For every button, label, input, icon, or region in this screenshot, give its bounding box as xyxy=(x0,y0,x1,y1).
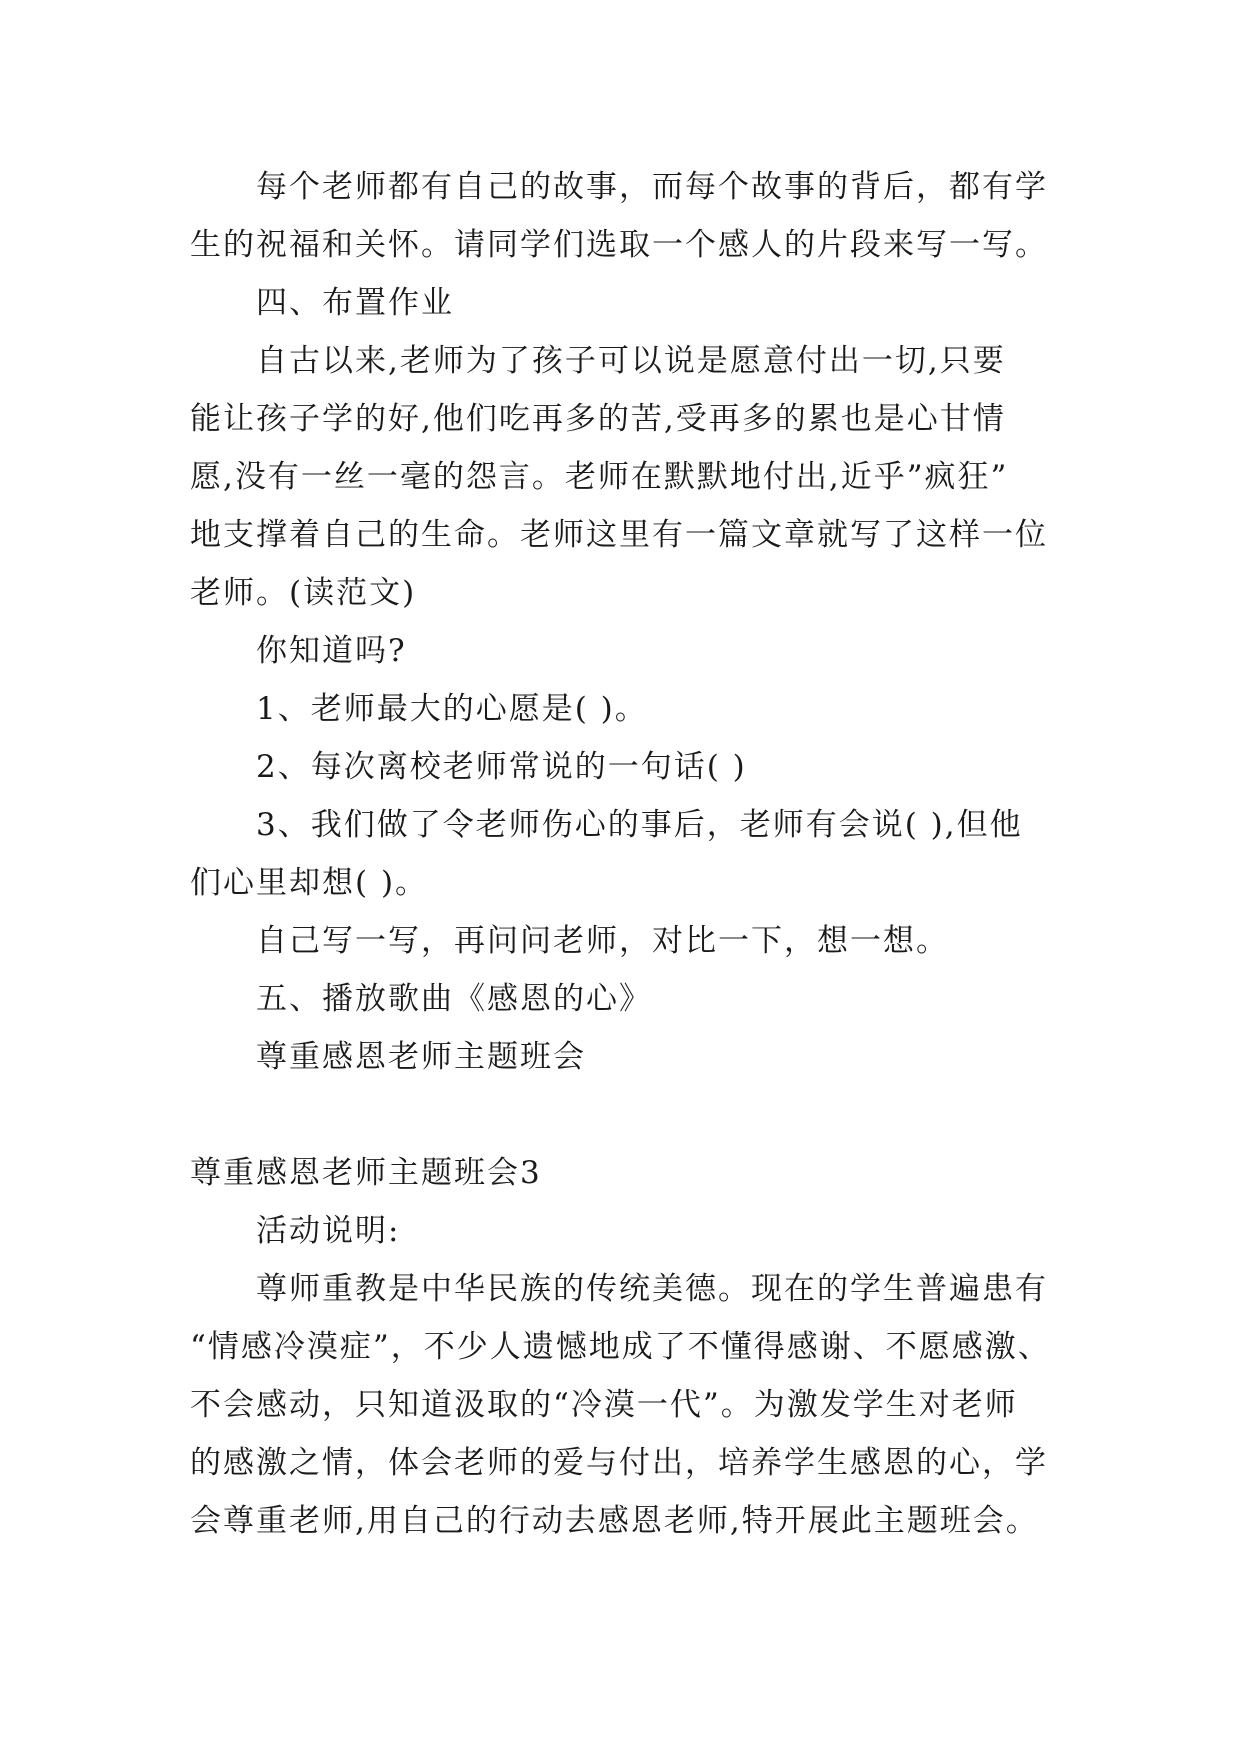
section-heading: 四、布置作业 xyxy=(256,285,454,321)
question-item-continued: 们心里却想( )。 xyxy=(190,865,429,901)
paragraph-line: 会尊重老师,用自己的行动去感恩老师,特开展此主题班会。 xyxy=(190,1503,1039,1539)
paragraph-line: 自古以来,老师为了孩子可以说是愿意付出一切,只要 xyxy=(256,343,1006,379)
question-item: 1、老师最大的心愿是( )。 xyxy=(256,691,648,727)
question-item: 2、每次离校老师常说的一句话( ) xyxy=(256,749,747,785)
paragraph-line: 尊师重教是中华民族的传统美德。现在的学生普遍患有 xyxy=(256,1271,1048,1307)
paragraph-line: “情感冷漠症”，不少人遗憾地成了不懂得感谢、不愿感激、 xyxy=(190,1329,1051,1365)
paragraph-line: 愿,没有一丝一毫的怨言。老师在默默地付出,近乎”疯狂” xyxy=(190,459,1009,495)
section-heading: 五、播放歌曲《感恩的心》 xyxy=(256,981,652,1017)
paragraph-line: 自己写一写，再问问老师，对比一下，想一想。 xyxy=(256,923,949,959)
document-body xyxy=(190,158,1050,1550)
paragraph-line: 老师。(读范文) xyxy=(190,575,417,611)
activity-label: 活动说明: xyxy=(256,1213,401,1249)
paragraph-line: 地支撑着自己的生命。老师这里有一篇文章就写了这样一位 xyxy=(190,517,1048,553)
blank-line xyxy=(190,1086,1050,1144)
question-intro: 你知道吗? xyxy=(256,633,407,669)
paragraph-line: 生的祝福和关怀。请同学们选取一个感人的片段来写一写。 xyxy=(190,227,1048,263)
paragraph-line: 能让孩子学的好,他们吃再多的苦,受再多的累也是心甘情 xyxy=(190,401,1006,437)
paragraph-line: 不会感动，只知道汲取的“冷漠一代”。为激发学生对老师 xyxy=(190,1387,1018,1423)
document-title: 尊重感恩老师主题班会3 xyxy=(190,1155,542,1191)
closing-title: 尊重感恩老师主题班会 xyxy=(256,1039,586,1075)
question-item: 3、我们做了令老师伤心的事后，老师有会说( ),但他 xyxy=(256,807,1023,843)
paragraph-line: 的感激之情，体会老师的爱与付出，培养学生感恩的心，学 xyxy=(190,1445,1048,1481)
paragraph-line: 每个老师都有自己的故事，而每个故事的背后，都有学 xyxy=(256,169,1048,205)
